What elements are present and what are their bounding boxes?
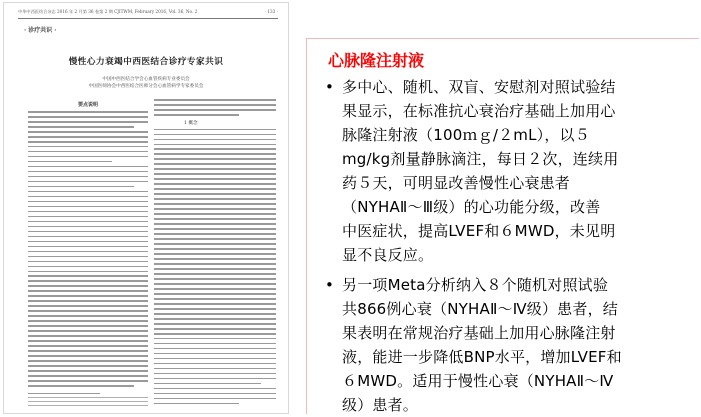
scan-section-heading: 要点说明: [77, 102, 98, 108]
bullet-line: 药５天，可明显改善慢性心衰患者: [342, 174, 571, 192]
bullet-line: 另一项Meta分析纳入８个随机对照试验: [342, 276, 609, 294]
header-rule: [18, 18, 278, 19]
bullet-list: [322, 75, 694, 417]
scan-left-text-block: [28, 111, 148, 406]
document-organization-1: 中国中西医结合学会心血管疾病专业委员会: [102, 77, 190, 82]
bullet-item: [322, 75, 694, 267]
bullet-line: 多中心、随机、双盲、安慰剂对照试验结: [342, 78, 616, 96]
bullet-line: 显不良反应。: [342, 246, 434, 264]
column-label: · 诊疗共识 ·: [24, 27, 57, 34]
scan-right-column: [154, 99, 276, 408]
bullet-line: 中医症状，提高LVEF和６MWD，未见明: [342, 222, 616, 240]
bullet-line: 果表明在常规治疗基础上加用心脉隆注射: [342, 324, 616, 342]
document-organization-2: 中国医师协会中西医结合医师分会心血管病学专家委员会: [88, 84, 204, 89]
bullet-line: 共866例心衰（NYHAⅡ～Ⅳ级）患者，结: [342, 300, 618, 318]
scan-right-text-block: [154, 99, 276, 404]
journal-page-number: · 133 ·: [264, 9, 278, 14]
bullet-dot-icon: •: [325, 78, 334, 96]
bullet-line: 级）患者。: [342, 396, 419, 414]
bullet-item: [322, 273, 694, 417]
bullet-line: mg/kg剂量静脉滴注，每日２次，连续用: [342, 150, 619, 168]
scan-right-section-number: 1 概念: [184, 120, 198, 126]
bullet-line: 果显示，在标准抗心衰治疗基础上加用心: [342, 102, 616, 120]
slide-title: 心脉隆注射液: [328, 51, 425, 70]
bullet-line: 脉隆注射液（100ｍｇ/２mL），以５: [342, 126, 590, 144]
bullet-line: （NYHAⅡ～Ⅲ级）的心功能分级，改善: [342, 198, 601, 216]
bullet-line: ６MWD。适用于慢性心衰（NYHAⅡ～Ⅳ: [342, 372, 614, 390]
bullet-line: 液，能进一步降低BNP水平，增加LVEF和: [342, 348, 622, 366]
bullet-dot-icon: •: [325, 276, 334, 294]
journal-header-left: 中华中西医结合杂志 2016 年 2 月第 36 卷第 2 期 CJITWM, February 2016, Vol. 36, No. 2: [18, 9, 198, 14]
document-title: 慢性心力衰竭中西医结合诊疗专家共识: [68, 57, 224, 67]
scanned-journal-page: [3, 2, 289, 414]
scan-left-column: [28, 99, 148, 409]
